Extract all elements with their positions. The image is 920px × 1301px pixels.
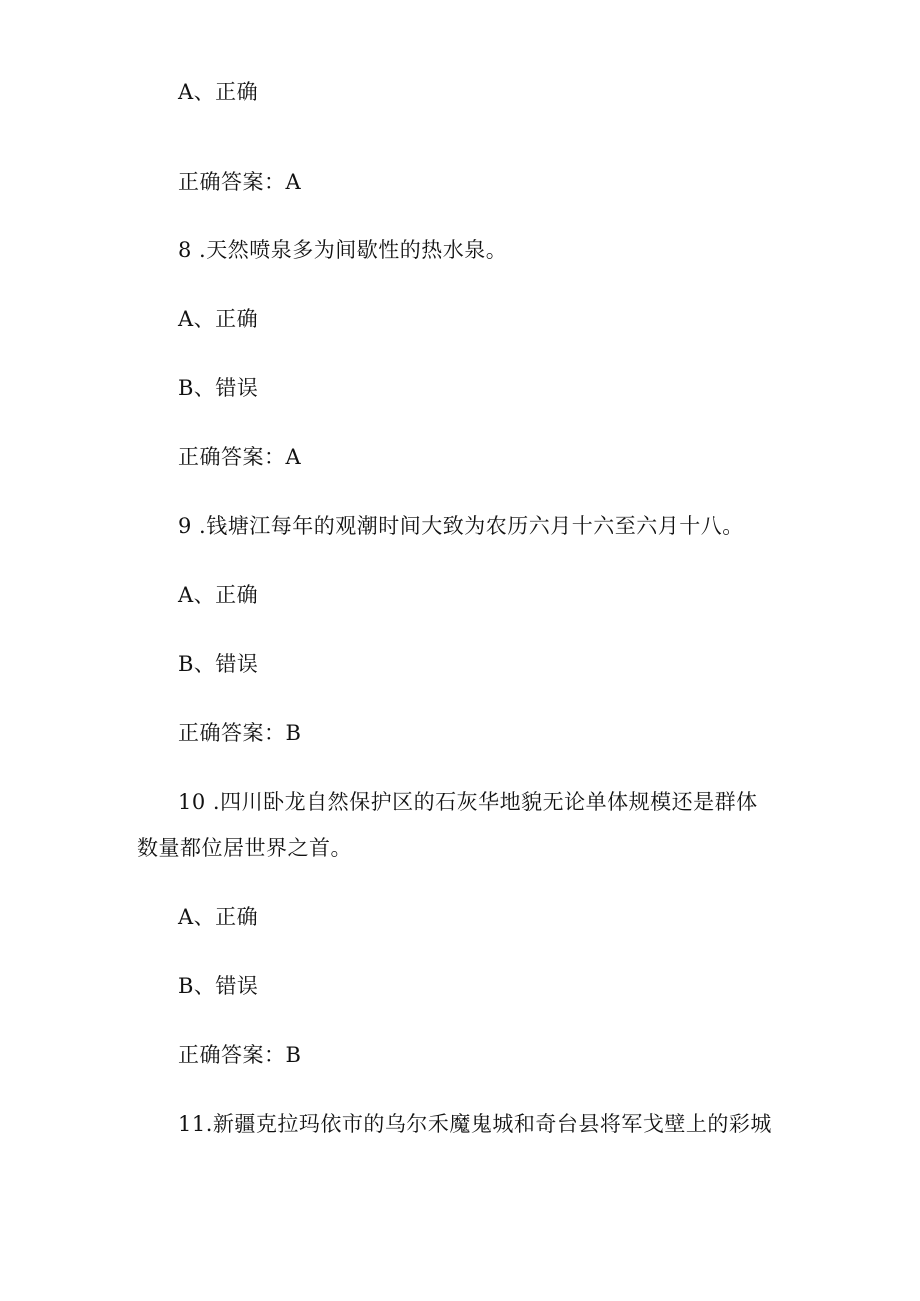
option-a: A、正确 bbox=[178, 307, 259, 331]
option-b: B、错误 bbox=[178, 652, 259, 676]
question-8: 8 .天然喷泉多为间歇性的热水泉。 bbox=[178, 238, 508, 262]
question-10: 10 .四川卧龙自然保护区的石灰华地貌无论单体规模还是群体 bbox=[178, 790, 758, 814]
answer: 正确答案：B bbox=[178, 721, 302, 745]
question-11: 11.新疆克拉玛依市的乌尔禾魔鬼城和奇台县将军戈壁上的彩城 bbox=[178, 1112, 772, 1136]
option-a: A、正确 bbox=[178, 583, 259, 607]
answer: 正确答案：B bbox=[178, 1043, 302, 1067]
question-9: 9 .钱塘江每年的观潮时间大致为农历六月十六至六月十八。 bbox=[178, 514, 744, 538]
option-a: A、正确 bbox=[178, 905, 259, 929]
option-a: A、正确 bbox=[178, 80, 259, 104]
option-b: B、错误 bbox=[178, 974, 259, 998]
option-b: B、错误 bbox=[178, 376, 259, 400]
answer: 正确答案：A bbox=[178, 170, 302, 194]
answer: 正确答案：A bbox=[178, 445, 302, 469]
question-10-continued: 数量都位居世界之首。 bbox=[137, 836, 352, 860]
